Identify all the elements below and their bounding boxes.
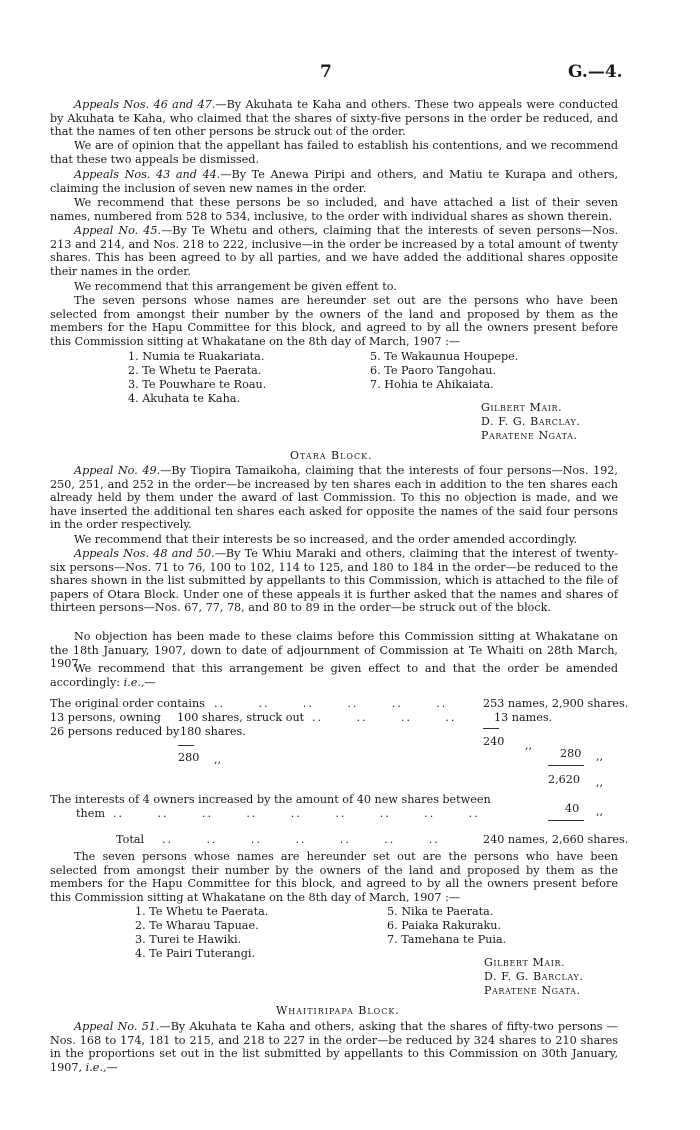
- document-reference: G.—4.: [568, 62, 623, 82]
- table-row-value: 13 names.: [494, 711, 553, 724]
- ie-text: i.e.,—: [123, 675, 156, 689]
- ditto-mark: ,,: [596, 805, 604, 818]
- person-list-item: 2. Te Wharau Tapuae.: [135, 919, 259, 932]
- table-value: 40: [565, 802, 580, 815]
- table-row-label: 13 persons, owning: [50, 711, 161, 724]
- table-total-value: 240 names, 2,660 shares.: [483, 833, 629, 846]
- table-row-middle: 180 shares.: [180, 725, 246, 738]
- person-list-item: 3. Turei te Hawiki.: [135, 933, 242, 946]
- table-value: 2,620: [548, 773, 581, 786]
- table-row-label: The original order contains: [50, 697, 205, 710]
- appeal-text: —By Te Whiu Maraki and others, claiming that the interest of twenty-six persons—Nos. 71 to 76, 100 to 102, 114 to 125, and 180 to 184 in the order—be reduced to the shares shown in the list submitted by appellants to this Commission, which is attached to the file of papers of Otara Block. Under one of these appeals it is further asked that the names and shares of thirteen persons—Nos. 67, 77, 78, and 80 to 89 in the order—be struck out of the block.: [50, 547, 618, 615]
- ditto-mark: ,,: [214, 753, 222, 766]
- appeal-lead: Appeals Nos. 43 and 44.: [74, 168, 221, 181]
- sum-rule: [548, 765, 584, 766]
- leader-dots: .. .. .. .. .. .. .. .. ..: [113, 807, 480, 820]
- paragraph-recommend-names: We recommend that these persons be so included, and have attached a list of their seven names, numbered from 528 to 534, inclusive, to the order with individual shares as shown therein.: [50, 196, 618, 223]
- appeal-text: —By Tiopira Tamaikoha, claiming that the interests of four persons—Nos. 192, 250, 251, and 252 in the order—be increased by ten shares each in addition to the ten shares each already held by them under the award of last Commission. To this no objection is made, and we have inserted the additional ten shares each asked for opposite the names of the said four persons in the order respectively.: [50, 464, 618, 532]
- appeal-lead: Appeal No. 45.: [74, 224, 162, 237]
- table-row-label: The interests of 4 owners increased by the amount of 40 new shares between: [50, 793, 491, 806]
- table-row-label: 26 persons reduced by: [50, 725, 180, 738]
- appeal-lead: Appeal No. 51.: [74, 1020, 160, 1033]
- paragraph-appeals-46-47: [50, 98, 618, 139]
- ie-text: i.e.,—: [85, 1060, 118, 1074]
- page-number: 7: [320, 62, 332, 82]
- appeal-lead: Appeals Nos. 46 and 47.: [74, 98, 216, 111]
- person-list-item: 1. Numia te Ruakariata.: [128, 350, 265, 363]
- sum-rule: [548, 820, 584, 821]
- leader-dots: .. .. .. .. .. ..: [214, 697, 448, 710]
- paragraph-opinion: We are of opinion that the appellant has failed to establish his contentions, and we recommend that these two appeals be dismissed.: [50, 139, 618, 166]
- ditto-mark: ,,: [596, 776, 604, 789]
- recommend-text: We recommend that this arrangement be given effect to and that the order be amended accordingly:: [50, 662, 618, 689]
- table-row-middle: 100 shares, struck out: [177, 711, 305, 724]
- sum-rule: [178, 745, 194, 746]
- person-list-item: 3. Te Pouwhare te Roau.: [128, 378, 267, 391]
- signature: Paratene Ngata.: [481, 429, 578, 442]
- appeal-text: —By Te Anewa Piripi and others, and Matiu te Kurapa and others, claiming the inclusion of seven new names in the order.: [50, 168, 619, 195]
- paragraph-appeal-49: [50, 464, 618, 532]
- paragraph-persons-intro: The seven persons whose names are hereunder set out are the persons who have been selected from amongst their number by the owners of the land and proposed by them as the members for the Hapu Committee for this block, and agreed to by all the owners present before this Commission sitting at Whakatane on the 8th day of March, 1907 :—: [50, 850, 618, 904]
- paragraph-appeals-43-44: [50, 168, 618, 195]
- ditto-mark: ,,: [596, 750, 604, 763]
- table-row-value: 253 names, 2,900 shares.: [483, 697, 629, 710]
- paragraph-recommend-amend: [50, 662, 618, 689]
- appeal-lead: Appeal No. 49.: [74, 464, 161, 477]
- table-value: 280: [560, 747, 582, 760]
- table-value: 240: [483, 735, 505, 748]
- person-list-item: 7. Hohia te Ahikaiata.: [370, 378, 494, 391]
- paragraph-appeal-51: [50, 1020, 618, 1074]
- person-list-item: 5. Nika te Paerata.: [387, 905, 494, 918]
- paragraph-recommend-increase: We recommend that their interests be so increased, and the order amended accordingly.: [74, 533, 578, 546]
- person-list-item: 1. Te Whetu te Paerata.: [135, 905, 269, 918]
- table-row-label: them: [76, 807, 105, 820]
- paragraph-appeals-48-50: [50, 547, 618, 615]
- table-value: 280: [178, 751, 200, 764]
- paragraph-appeal-45: [50, 224, 618, 278]
- block-heading-otara: Otara Block.: [290, 449, 373, 462]
- appeal-text: —By Akuhata te Kaha and others. These two appeals were conducted by Akuhata te Kaha, who claimed that the shares of sixty-five persons in the order be reduced, and that the names of ten other persons be struck out of the order.: [50, 98, 618, 139]
- signature: Gilbert Mair.: [484, 956, 566, 969]
- signature: D. F. G. Barclay.: [481, 415, 581, 428]
- ditto-mark: ,,: [525, 739, 533, 752]
- person-list-item: 6. Te Paoro Tangohau.: [370, 364, 497, 377]
- person-list-item: 5. Te Wakaunua Houpepe.: [370, 350, 519, 363]
- signature: D. F. G. Barclay.: [484, 970, 584, 983]
- signature: Paratene Ngata.: [484, 984, 581, 997]
- person-list-item: 7. Tamehana te Puia.: [387, 933, 507, 946]
- sum-rule: [483, 728, 499, 729]
- leader-dots: .. .. .. ..: [312, 711, 457, 724]
- block-heading-whaitiripapa: Whaitiripapa Block.: [276, 1004, 400, 1017]
- appeal-text: —By Te Whetu and others, claiming that the interests of seven persons—Nos. 213 and 214, and Nos. 218 to 222, inclusive—in the order be increased by a total amount of twenty shares. This has been agreed to by all parties, and we have added the additional shares opposite their names in the order.: [50, 224, 619, 278]
- table-total-label: Total: [116, 833, 145, 846]
- appeal-text: —By Akuhata te Kaha and others, asking that the shares of fifty-two persons —Nos. 168 to 174, 181 to 215, and 218 to 227 in the order—be reduced by 324 shares to 210 shares in the proportions set out in the list submitted by appellants to this Commission on 30th January, 1907,: [50, 1020, 618, 1074]
- paragraph-recommend-effect: We recommend that this arrangement be given effent to.: [74, 280, 397, 293]
- paragraph-persons-intro: The seven persons whose names are hereunder set out are the persons who have been selected from amongst their number by the owners of the land and proposed by them as the members for the Hapu Committee for this block, and agreed to by all the owners present before this Commission sitting at Whakatane on the 8th day of March, 1907 :—: [50, 294, 618, 348]
- person-list-item: 4. Akuhata te Kaha.: [128, 392, 241, 405]
- appeal-lead: Appeals Nos. 48 and 50.: [74, 547, 215, 560]
- person-list-item: 6. Paiaka Rakuraku.: [387, 919, 502, 932]
- signature: Gilbert Mair.: [481, 401, 563, 414]
- paragraph-no-objection: No objection has been made to these claims before this Commission sitting at Whakatane on the 18th January, 1907, down to date of adjournment of Commission at Te Whaiti on 28th March, 1907.: [50, 630, 618, 671]
- person-list-item: 2. Te Whetu te Paerata.: [128, 364, 262, 377]
- person-list-item: 4. Te Pairi Tuterangi.: [135, 947, 256, 960]
- leader-dots: .. .. .. .. .. .. ..: [162, 833, 440, 846]
